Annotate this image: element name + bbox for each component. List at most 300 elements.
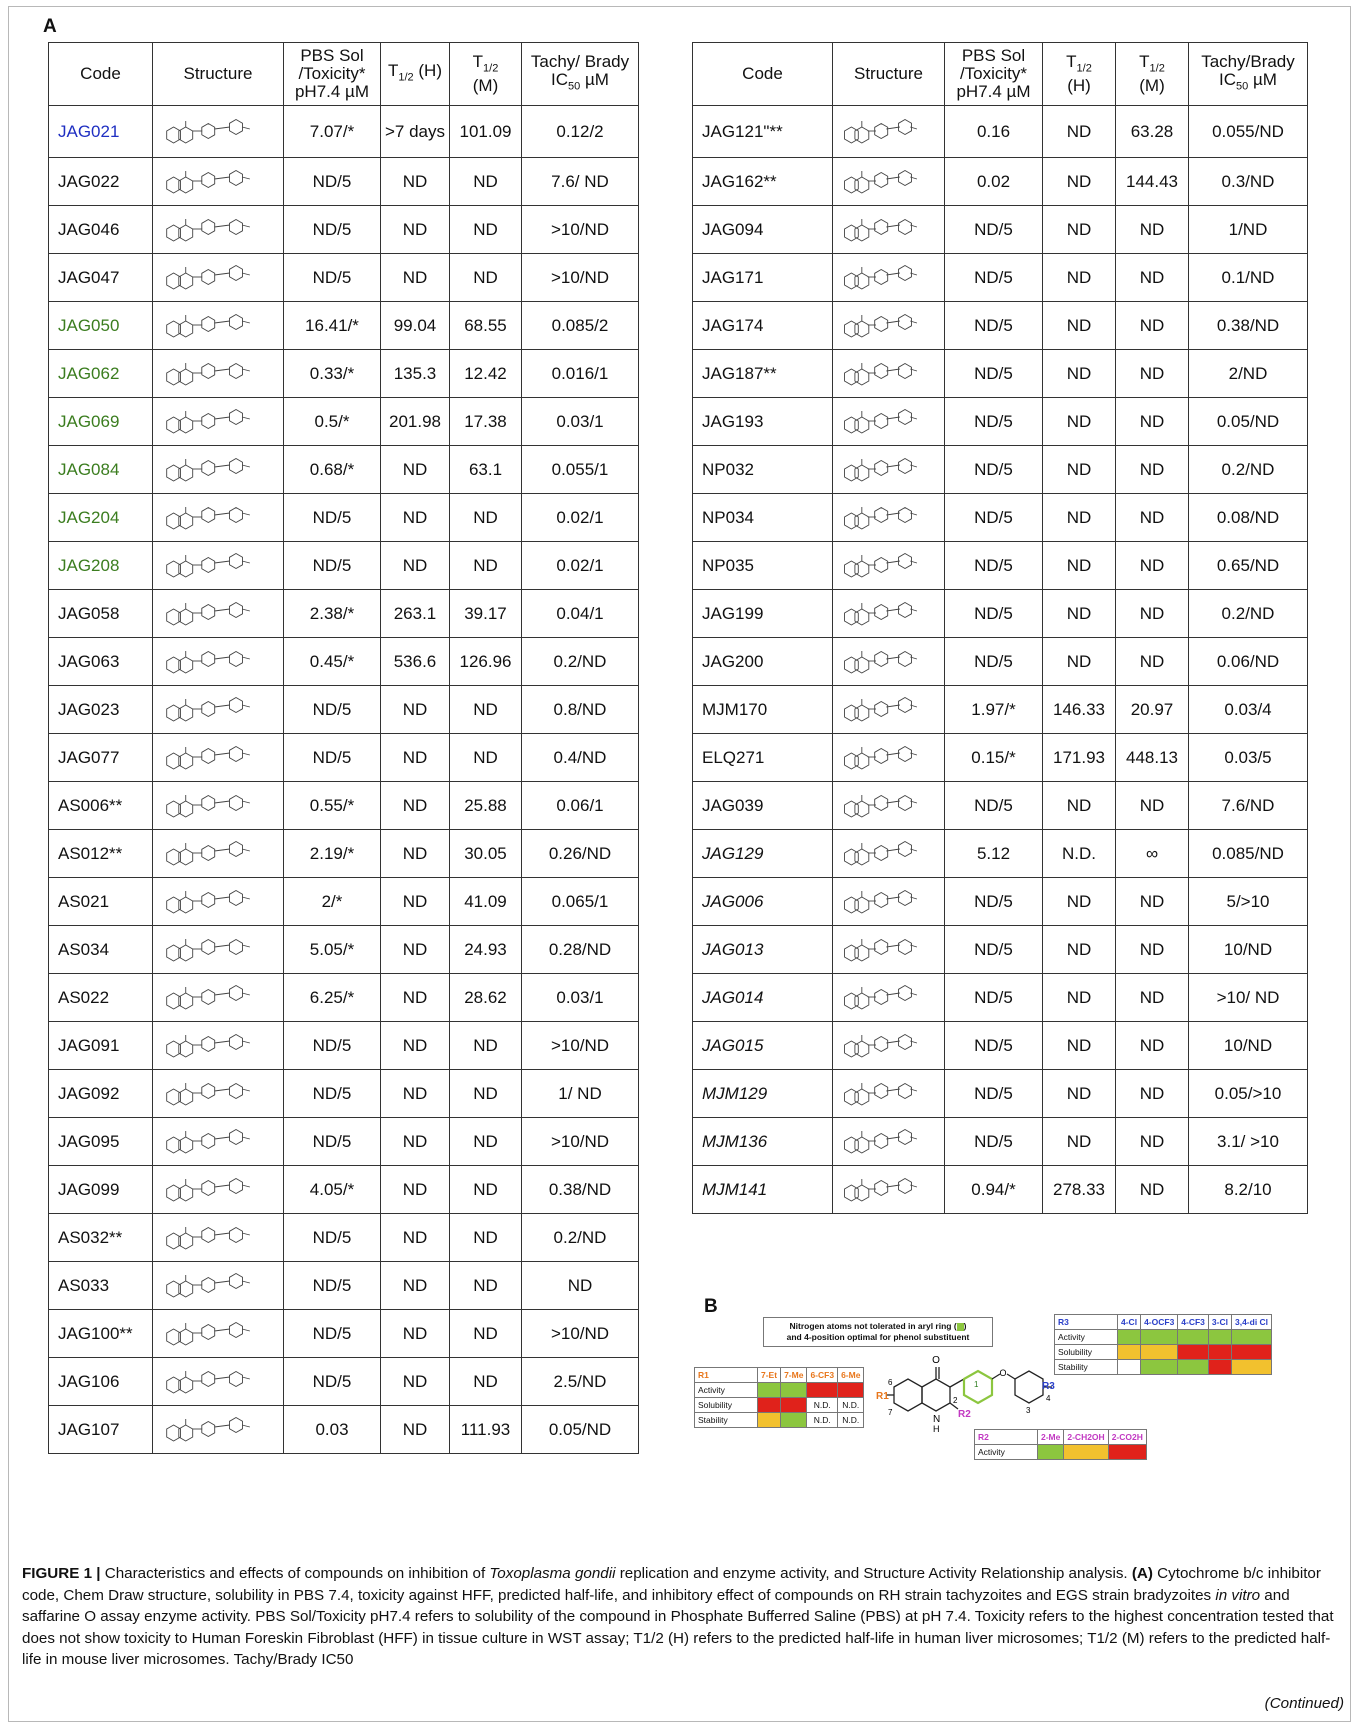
- ic50-value: 0.8/ND: [522, 686, 639, 734]
- panel-a-label: A: [43, 16, 57, 37]
- sar-cell: [1231, 1345, 1271, 1360]
- table-row: [49, 254, 639, 302]
- scaffold-o2: O: [999, 1368, 1007, 1378]
- compound-code: JAG092: [49, 1070, 153, 1118]
- t12-h-value: ND: [1043, 1118, 1116, 1166]
- header-structure: Structure: [833, 43, 945, 106]
- chemical-structure-drawing: [834, 837, 944, 871]
- ic50-value: 0.03/4: [1189, 686, 1308, 734]
- structure-cell: [833, 638, 945, 686]
- compound-code: JAG129: [693, 830, 833, 878]
- header-code: Code: [693, 43, 833, 106]
- t12-h-value: ND: [1043, 254, 1116, 302]
- t12-m-value: ND: [1116, 1166, 1189, 1214]
- t12-m-value: ND: [1116, 494, 1189, 542]
- structure-cell: [833, 206, 945, 254]
- caption-text-4: and saffarine O assay enzyme activity. PBS Sol/Toxicity pH7.4 refers to solubility of the compound in Phosphate Bufferred Saline (PBS) at pH 7.4. Toxicity refers to the highest concentration tested that does not show toxicity to Human Foreskin Fibroblast (HFF) in tissue culture in WST assay; T1/2 (H) refers to the predicted half-life in human liver microsomes; T1/2 (M) refers to the predicted half-life in mouse liver microsomes. Tachy/Brady IC50: [22, 1586, 1334, 1668]
- scaffold-h: H: [933, 1424, 940, 1434]
- sar-table-r3: [1054, 1314, 1272, 1375]
- chemical-structure-drawing: [154, 933, 282, 967]
- ic50-value: 0.055/ND: [1189, 106, 1308, 158]
- ic50-value: 0.2/ND: [1189, 590, 1308, 638]
- sar-cell: [781, 1413, 807, 1428]
- scaffold-r3: R3: [1042, 1381, 1055, 1392]
- ic50-value: >10/ND: [522, 206, 639, 254]
- ic50-value: ND: [522, 1262, 639, 1310]
- t12-h-value: ND: [381, 974, 450, 1022]
- t12-m-value: ND: [450, 686, 522, 734]
- ic50-value: 8.2/10: [1189, 1166, 1308, 1214]
- t12-h-value: ND: [1043, 158, 1116, 206]
- sar-cell: [807, 1383, 838, 1398]
- structure-cell: [153, 206, 284, 254]
- sar-col-header: 2-CH2OH: [1064, 1430, 1108, 1445]
- table-row: [693, 398, 1308, 446]
- t12-m-value: ND: [450, 254, 522, 302]
- structure-cell: [153, 1406, 284, 1454]
- figure-caption: [22, 1563, 1344, 1712]
- t12-h-value: ND: [381, 494, 450, 542]
- sol-tox-value: ND/5: [945, 974, 1043, 1022]
- sar-cell: [1141, 1330, 1178, 1345]
- sar-cell: [1118, 1345, 1141, 1360]
- structure-cell: [153, 1310, 284, 1358]
- sar-cell: [1231, 1330, 1271, 1345]
- structure-cell: [153, 830, 284, 878]
- t12-h-value: ND: [381, 926, 450, 974]
- chemical-structure-drawing: [154, 453, 282, 487]
- chemical-structure-drawing: [154, 1125, 282, 1159]
- structure-cell: [153, 302, 284, 350]
- structure-cell: [153, 1166, 284, 1214]
- compound-code: AS032**: [49, 1214, 153, 1262]
- chemical-structure-drawing: [834, 1173, 944, 1207]
- structure-cell: [153, 974, 284, 1022]
- t12-h-value: ND: [1043, 878, 1116, 926]
- t12-m-value: ND: [1116, 974, 1189, 1022]
- ic50-value: 10/ND: [1189, 926, 1308, 974]
- table-row: [693, 106, 1308, 158]
- ic50-value: 3.1/ >10: [1189, 1118, 1308, 1166]
- sol-tox-value: ND/5: [945, 254, 1043, 302]
- table-row: [49, 590, 639, 638]
- sar-row-label: Solubility: [695, 1398, 758, 1413]
- structure-cell: [153, 398, 284, 446]
- t12-h-value: ND: [1043, 1070, 1116, 1118]
- scaffold-r2: R2: [958, 1409, 971, 1420]
- chemical-structure-drawing: [834, 213, 944, 247]
- header-t12-m: $T_{1/2}$ (M): [1116, 43, 1189, 106]
- t12-m-value: ND: [1116, 206, 1189, 254]
- table-row: [49, 686, 639, 734]
- ic50-value: 0.03/5: [1189, 734, 1308, 782]
- chemical-structure-drawing: [834, 1077, 944, 1111]
- caption-continued: (Continued): [1264, 1695, 1344, 1712]
- sol-tox-value: ND/5: [945, 302, 1043, 350]
- t12-h-value: ND: [1043, 782, 1116, 830]
- table-row: [49, 830, 639, 878]
- ic50-value: 0.05/ND: [1189, 398, 1308, 446]
- table-row: [49, 158, 639, 206]
- compound-code: JAG006: [693, 878, 833, 926]
- ic50-value: 1/ND: [1189, 206, 1308, 254]
- ic50-value: >10/ND: [522, 254, 639, 302]
- sol-tox-value: 5.05/*: [284, 926, 381, 974]
- ic50-value: >10/ND: [522, 1022, 639, 1070]
- t12-m-value: ND: [1116, 1070, 1189, 1118]
- ic50-value: 0.4/ND: [522, 734, 639, 782]
- compound-code: AS012**: [49, 830, 153, 878]
- table-row: [693, 494, 1308, 542]
- chemical-structure-drawing: [834, 693, 944, 727]
- structure-cell: [833, 158, 945, 206]
- structure-cell: [153, 1070, 284, 1118]
- chemical-structure-drawing: [154, 597, 282, 631]
- ic50-value: 0.2/ND: [522, 638, 639, 686]
- t12-m-value: ND: [1116, 1118, 1189, 1166]
- ic50-value: 0.08/ND: [1189, 494, 1308, 542]
- t12-m-value: ND: [450, 1118, 522, 1166]
- chemical-structure-drawing: [154, 645, 282, 679]
- compound-code: JAG094: [693, 206, 833, 254]
- table-row: [49, 350, 639, 398]
- chemical-structure-drawing: [154, 789, 282, 823]
- structure-cell: [153, 638, 284, 686]
- compound-code: MJM136: [693, 1118, 833, 1166]
- sol-tox-value: ND/5: [284, 1310, 381, 1358]
- t12-h-value: ND: [1043, 350, 1116, 398]
- compound-code: AS033: [49, 1262, 153, 1310]
- t12-h-value: ND: [1043, 926, 1116, 974]
- chemical-structure-drawing: [154, 309, 282, 343]
- sol-tox-value: ND/5: [945, 782, 1043, 830]
- compound-code: NP034: [693, 494, 833, 542]
- sar-cell: [758, 1383, 781, 1398]
- compound-code: MJM129: [693, 1070, 833, 1118]
- chemical-structure-drawing: [154, 1221, 282, 1255]
- scaffold-pos7: 7: [888, 1408, 893, 1417]
- table-row: [693, 734, 1308, 782]
- compound-code: JAG023: [49, 686, 153, 734]
- compound-code: MJM141: [693, 1166, 833, 1214]
- ic50-value: 0.38/ND: [1189, 302, 1308, 350]
- sar-col-header: 7-Me: [781, 1368, 807, 1383]
- compound-code: JAG047: [49, 254, 153, 302]
- chemical-structure-drawing: [154, 405, 282, 439]
- scaffold-pos6: 6: [888, 1378, 893, 1387]
- chemical-structure-drawing: [154, 981, 282, 1015]
- header-code: Code: [49, 43, 153, 106]
- sar-cell: [1178, 1330, 1209, 1345]
- compound-code: JAG187**: [693, 350, 833, 398]
- t12-h-value: ND: [381, 254, 450, 302]
- sar-cell: [838, 1383, 864, 1398]
- sol-tox-value: ND/5: [945, 878, 1043, 926]
- t12-m-value: 25.88: [450, 782, 522, 830]
- caption-text-1: Characteristics and effects of compounds on inhibition of: [100, 1565, 490, 1582]
- t12-m-value: ND: [450, 1022, 522, 1070]
- ic50-value: 0.05/>10: [1189, 1070, 1308, 1118]
- t12-m-value: 24.93: [450, 926, 522, 974]
- table-row: [49, 1166, 639, 1214]
- t12-h-value: ND: [381, 446, 450, 494]
- sar-cell: [1118, 1330, 1141, 1345]
- compound-code: NP032: [693, 446, 833, 494]
- sar-col-header: 2-Me: [1038, 1430, 1064, 1445]
- sol-tox-value: ND/5: [284, 158, 381, 206]
- t12-m-value: 63.28: [1116, 106, 1189, 158]
- table-row: [49, 1262, 639, 1310]
- sol-tox-value: 0.45/*: [284, 638, 381, 686]
- structure-cell: [153, 1358, 284, 1406]
- caption-label: FIGURE 1 |: [22, 1565, 101, 1582]
- sol-tox-value: ND/5: [945, 350, 1043, 398]
- sar-cell: [758, 1398, 781, 1413]
- t12-h-value: ND: [381, 542, 450, 590]
- sol-tox-value: ND/5: [284, 1214, 381, 1262]
- t12-h-value: 201.98: [381, 398, 450, 446]
- structure-cell: [833, 1022, 945, 1070]
- t12-m-value: ND: [450, 494, 522, 542]
- header-sol-tox: PBS Sol /Toxicity* pH7.4 µM: [284, 43, 381, 106]
- chemical-structure-drawing: [834, 885, 944, 919]
- ic50-value: 7.6/ND: [1189, 782, 1308, 830]
- ic50-value: 0.12/2: [522, 106, 639, 158]
- chemical-structure-drawing: [834, 789, 944, 823]
- t12-h-value: 278.33: [1043, 1166, 1116, 1214]
- caption-text-2: replication and enzyme activity, and Structure Activity Relationship analysis.: [615, 1565, 1132, 1582]
- table-row: [49, 494, 639, 542]
- chemical-structure-drawing: [834, 453, 944, 487]
- structure-cell: [153, 446, 284, 494]
- sol-tox-value: ND/5: [945, 446, 1043, 494]
- structure-cell: [833, 782, 945, 830]
- sar-cell: [1064, 1445, 1108, 1460]
- chemical-structure-drawing: [834, 357, 944, 391]
- compound-code: JAG171: [693, 254, 833, 302]
- t12-h-value: ND: [381, 206, 450, 254]
- t12-m-value: ∞: [1116, 830, 1189, 878]
- sar-col-header: 6-Me: [838, 1368, 864, 1383]
- sol-tox-value: ND/5: [284, 1070, 381, 1118]
- ic50-value: 5/>10: [1189, 878, 1308, 926]
- compound-code: JAG193: [693, 398, 833, 446]
- sar-col-header: 4-OCF3: [1141, 1315, 1178, 1330]
- chemical-structure-drawing: [834, 549, 944, 583]
- sar-col-header: 4-CF3: [1178, 1315, 1209, 1330]
- t12-m-value: 20.97: [1116, 686, 1189, 734]
- t12-h-value: ND: [381, 782, 450, 830]
- structure-cell: [153, 350, 284, 398]
- ic50-value: 0.016/1: [522, 350, 639, 398]
- header-t12-h: $T_{1/2}$ (H): [1043, 43, 1116, 106]
- table-row: [49, 106, 639, 158]
- structure-cell: [153, 686, 284, 734]
- structure-cell: [153, 782, 284, 830]
- header-t12-h: $T_{1/2}$ (H): [381, 43, 450, 106]
- table-row: [693, 302, 1308, 350]
- table-row: [49, 1022, 639, 1070]
- structure-cell: [833, 542, 945, 590]
- ic50-value: 0.06/1: [522, 782, 639, 830]
- t12-h-value: ND: [1043, 398, 1116, 446]
- t12-m-value: ND: [1116, 926, 1189, 974]
- sol-tox-value: ND/5: [284, 686, 381, 734]
- sol-tox-value: 5.12: [945, 830, 1043, 878]
- ic50-value: 0.65/ND: [1189, 542, 1308, 590]
- sar-cell: [1178, 1345, 1209, 1360]
- structure-cell: [833, 974, 945, 1022]
- table-row: [693, 878, 1308, 926]
- chemical-structure-drawing: [154, 693, 282, 727]
- table-row: [49, 398, 639, 446]
- compound-code: JAG107: [49, 1406, 153, 1454]
- table-row: [49, 542, 639, 590]
- ic50-value: 0.04/1: [522, 590, 639, 638]
- ic50-value: 0.05/ND: [522, 1406, 639, 1454]
- table-row: [49, 926, 639, 974]
- t12-h-value: 171.93: [1043, 734, 1116, 782]
- t12-m-value: ND: [1116, 638, 1189, 686]
- t12-h-value: ND: [1043, 106, 1116, 158]
- ic50-value: 1/ ND: [522, 1070, 639, 1118]
- t12-m-value: 12.42: [450, 350, 522, 398]
- table-row: [693, 1070, 1308, 1118]
- t12-h-value: ND: [381, 878, 450, 926]
- compound-code: JAG013: [693, 926, 833, 974]
- t12-m-value: ND: [1116, 1022, 1189, 1070]
- table-row: [49, 1214, 639, 1262]
- compound-code: JAG100**: [49, 1310, 153, 1358]
- t12-h-value: ND: [1043, 206, 1116, 254]
- caption-organism: Toxoplasma gondii: [489, 1565, 616, 1582]
- t12-h-value: ND: [381, 1406, 450, 1454]
- t12-m-value: ND: [450, 158, 522, 206]
- header-sol-tox: PBS Sol /Toxicity* pH7.4 µM: [945, 43, 1043, 106]
- ic50-value: 10/ND: [1189, 1022, 1308, 1070]
- table-row: [693, 686, 1308, 734]
- table-row: [693, 590, 1308, 638]
- compound-code: JAG077: [49, 734, 153, 782]
- sol-tox-value: ND/5: [284, 542, 381, 590]
- table-row: [693, 206, 1308, 254]
- compound-code: JAG204: [49, 494, 153, 542]
- t12-h-value: ND: [381, 830, 450, 878]
- t12-m-value: ND: [1116, 302, 1189, 350]
- t12-m-value: ND: [1116, 350, 1189, 398]
- t12-h-value: N.D.: [1043, 830, 1116, 878]
- t12-h-value: 536.6: [381, 638, 450, 686]
- t12-m-value: 144.43: [1116, 158, 1189, 206]
- structure-cell: [153, 254, 284, 302]
- t12-h-value: ND: [1043, 542, 1116, 590]
- structure-cell: [833, 686, 945, 734]
- compound-code: JAG200: [693, 638, 833, 686]
- chemical-structure-drawing: [834, 933, 944, 967]
- structure-cell: [833, 494, 945, 542]
- table-row: [693, 1022, 1308, 1070]
- compound-code: JAG121"**: [693, 106, 833, 158]
- table-row: [49, 302, 639, 350]
- compound-code: ELQ271: [693, 734, 833, 782]
- sol-tox-value: ND/5: [284, 1262, 381, 1310]
- t12-m-value: ND: [1116, 878, 1189, 926]
- sar-row-label: Activity: [695, 1383, 758, 1398]
- table-row: [49, 974, 639, 1022]
- ic50-value: >10/ND: [522, 1118, 639, 1166]
- sol-tox-value: ND/5: [284, 1022, 381, 1070]
- sar-row-label: Activity: [1055, 1330, 1118, 1345]
- structure-cell: [153, 878, 284, 926]
- structure-cell: [153, 926, 284, 974]
- table-row: [693, 638, 1308, 686]
- t12-h-value: ND: [1043, 494, 1116, 542]
- sar-r-header: R2: [975, 1430, 1038, 1445]
- sar-cell: N.D.: [838, 1413, 864, 1428]
- sar-r-header: R1: [695, 1368, 758, 1383]
- t12-m-value: ND: [450, 206, 522, 254]
- chemical-structure-drawing: [154, 741, 282, 775]
- t12-m-value: ND: [1116, 254, 1189, 302]
- sar-col-header: 7-Et: [758, 1368, 781, 1383]
- header-structure: Structure: [153, 43, 284, 106]
- sar-cell: N.D.: [807, 1413, 838, 1428]
- compound-code: JAG069: [49, 398, 153, 446]
- t12-h-value: ND: [381, 158, 450, 206]
- scaffold-pos4: 4: [1046, 1394, 1051, 1403]
- chemical-structure-drawing: [834, 405, 944, 439]
- sol-tox-value: ND/5: [945, 638, 1043, 686]
- compound-code: JAG174: [693, 302, 833, 350]
- ic50-value: 0.03/1: [522, 398, 639, 446]
- table-row: [693, 350, 1308, 398]
- sar-cell: [1038, 1445, 1064, 1460]
- sar-row-label: Stability: [1055, 1360, 1118, 1375]
- sol-tox-value: 0.5/*: [284, 398, 381, 446]
- t12-h-value: 99.04: [381, 302, 450, 350]
- t12-m-value: 28.62: [450, 974, 522, 1022]
- t12-m-value: ND: [1116, 782, 1189, 830]
- ic50-value: 0.085/ND: [1189, 830, 1308, 878]
- chemical-structure-drawing: [154, 837, 282, 871]
- t12-m-value: 17.38: [450, 398, 522, 446]
- t12-h-value: ND: [381, 686, 450, 734]
- sar-cell: [1208, 1330, 1231, 1345]
- structure-cell: [153, 1118, 284, 1166]
- structure-cell: [833, 590, 945, 638]
- sol-tox-value: 0.94/*: [945, 1166, 1043, 1214]
- scaffold-pos3: 3: [1026, 1406, 1031, 1415]
- t12-m-value: 68.55: [450, 302, 522, 350]
- compound-code: JAG208: [49, 542, 153, 590]
- compound-code: JAG058: [49, 590, 153, 638]
- chemical-structure-drawing: [154, 549, 282, 583]
- table-row: [49, 1118, 639, 1166]
- t12-h-value: ND: [1043, 446, 1116, 494]
- header-ic50: Tachy/ Brady $IC_{50}$ µM: [522, 43, 639, 106]
- compound-code: AS006**: [49, 782, 153, 830]
- chemical-structure-drawing: [154, 357, 282, 391]
- t12-h-value: ND: [1043, 302, 1116, 350]
- ic50-value: 0.26/ND: [522, 830, 639, 878]
- table-row: [693, 974, 1308, 1022]
- compound-code: JAG015: [693, 1022, 833, 1070]
- table-row: [49, 1310, 639, 1358]
- sol-tox-value: 16.41/*: [284, 302, 381, 350]
- sol-tox-value: 0.03: [284, 1406, 381, 1454]
- ic50-value: 0.1/ND: [1189, 254, 1308, 302]
- structure-cell: [153, 1214, 284, 1262]
